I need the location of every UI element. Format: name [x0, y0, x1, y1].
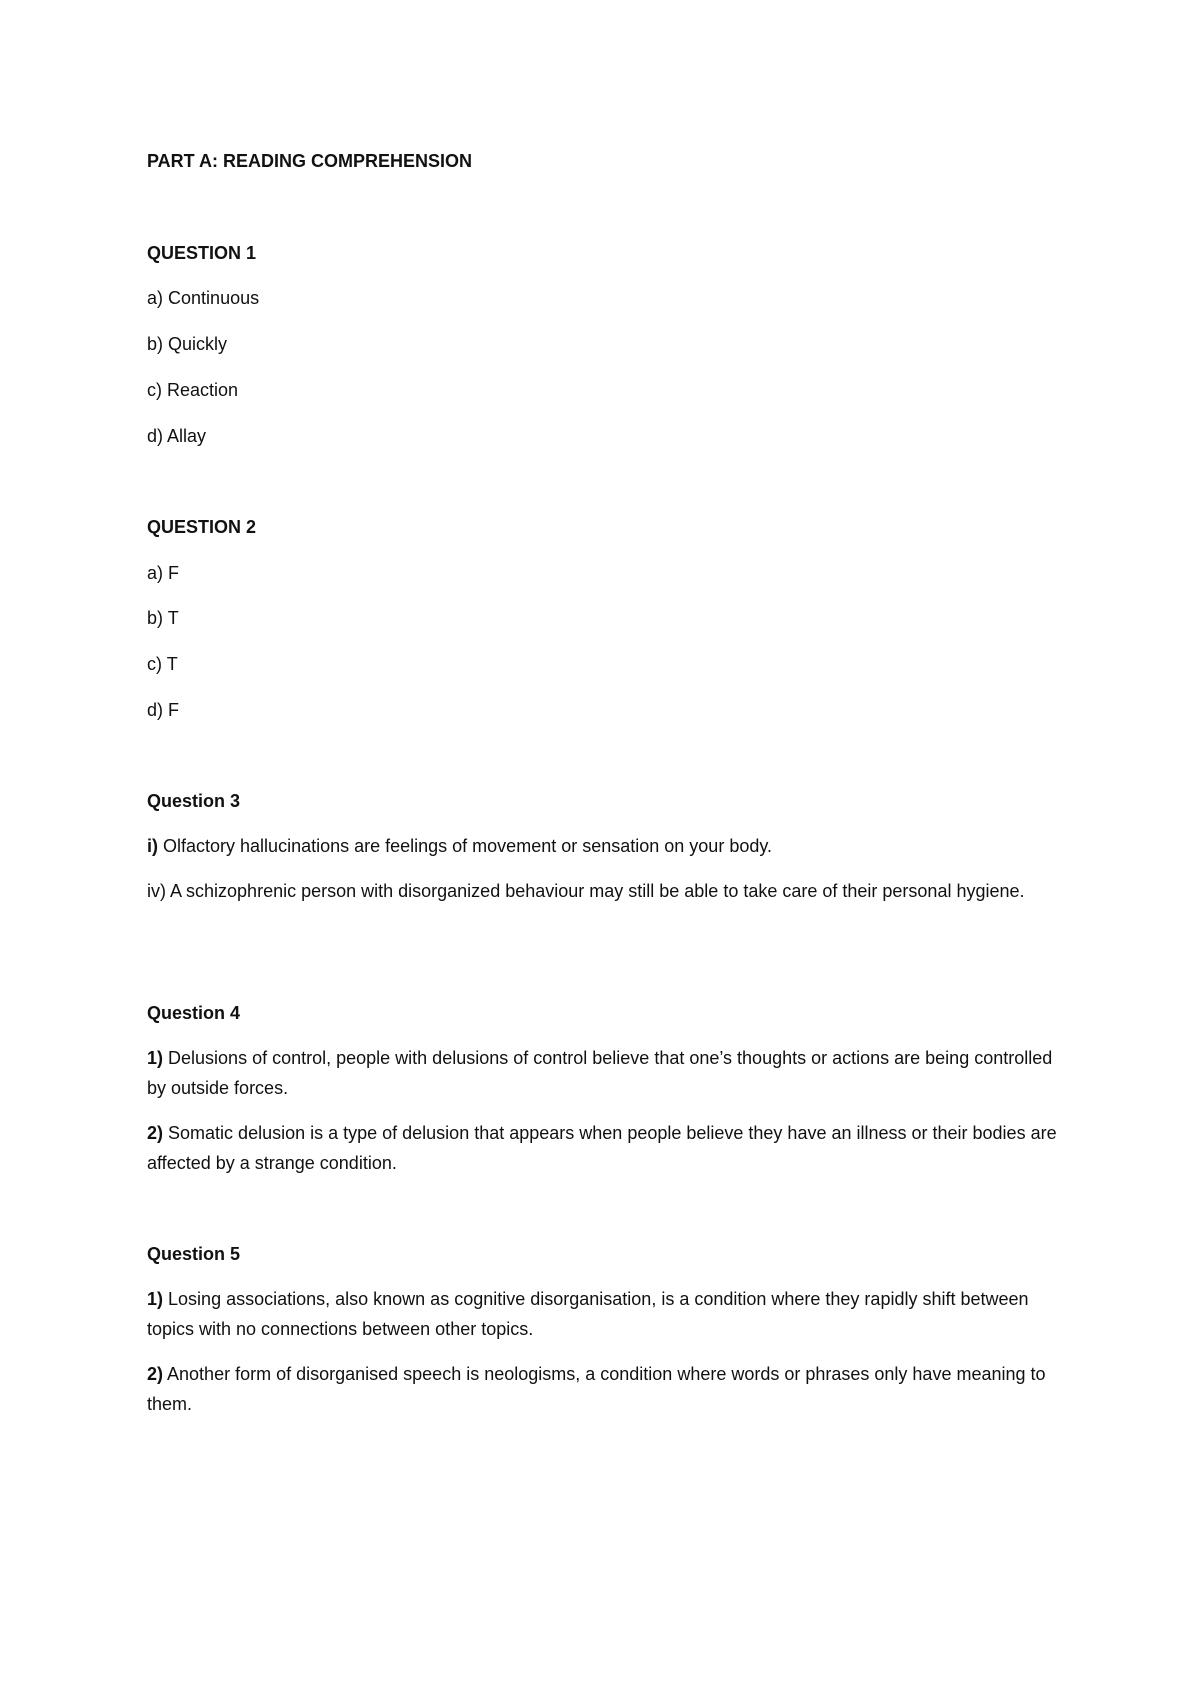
answer-text: Quickly — [168, 334, 228, 354]
answer-text: T — [167, 608, 179, 628]
answer-text: Reaction — [167, 380, 239, 400]
answer-label: 2) — [147, 1123, 164, 1143]
question-1-answer-d — [147, 425, 206, 447]
question-5-answer-1 — [147, 1284, 1067, 1344]
question-3-answer-iv — [147, 876, 1067, 906]
answer-label: iv) — [147, 881, 166, 901]
question-2-answer-b — [147, 607, 179, 629]
answer-label: i) — [147, 836, 158, 856]
answer-label: c) — [147, 654, 162, 674]
answer-text: Losing associations, also known as cognitive disorganisation, is a condition where they rapidly shift between topics with no connections between other topics. — [147, 1289, 1029, 1339]
answer-text: T — [166, 654, 178, 674]
answer-label: d) — [147, 426, 164, 446]
question-4-title: Question 4 — [147, 1003, 241, 1023]
question-2-answer-c — [147, 653, 178, 675]
answer-label: 1) — [147, 1048, 164, 1068]
answer-label: b) — [147, 334, 164, 354]
answer-text: Delusions of control, people with delusions of control believe that one’s thoughts or actions are being controlled by outside forces. — [147, 1048, 1053, 1098]
answer-text: F — [168, 700, 180, 720]
question-4-answer-1 — [147, 1043, 1067, 1103]
answer-label: c) — [147, 380, 162, 400]
answer-label: 2) — [147, 1364, 164, 1384]
answer-text: Olfactory hallucinations are feelings of movement or sensation on your body. — [163, 836, 773, 856]
question-2-title: QUESTION 2 — [147, 517, 257, 537]
answer-label: d) — [147, 700, 164, 720]
question-4-answer-2 — [147, 1118, 1067, 1178]
answer-label: a) — [147, 563, 164, 583]
question-1-answer-c — [147, 379, 238, 401]
answer-text: Somatic delusion is a type of delusion that appears when people believe they have an illness or their bodies are affected by a strange condition. — [147, 1123, 1057, 1173]
question-3-answer-i — [147, 831, 1067, 861]
part-title: PART A: READING COMPREHENSION — [147, 151, 473, 171]
question-5-answer-2 — [147, 1359, 1067, 1419]
answer-text: Another form of disorganised speech is neologisms, a condition where words or phrases only have meaning to them. — [147, 1364, 1046, 1414]
question-5-title: Question 5 — [147, 1244, 241, 1264]
question-2-answer-a — [147, 562, 179, 584]
question-1-answer-b — [147, 333, 227, 355]
question-2-answer-d — [147, 699, 179, 721]
answer-text: A schizophrenic person with disorganized behaviour may still be able to take care of their personal hygiene. — [170, 881, 1025, 901]
answer-text: Continuous — [168, 288, 260, 308]
question-1-answer-a — [147, 287, 259, 309]
answer-label: b) — [147, 608, 164, 628]
answer-text: Allay — [167, 426, 207, 446]
answer-label: 1) — [147, 1289, 164, 1309]
question-3-title: Question 3 — [147, 791, 241, 811]
answer-label: a) — [147, 288, 164, 308]
question-1-title: QUESTION 1 — [147, 243, 257, 263]
answer-text: F — [168, 563, 180, 583]
